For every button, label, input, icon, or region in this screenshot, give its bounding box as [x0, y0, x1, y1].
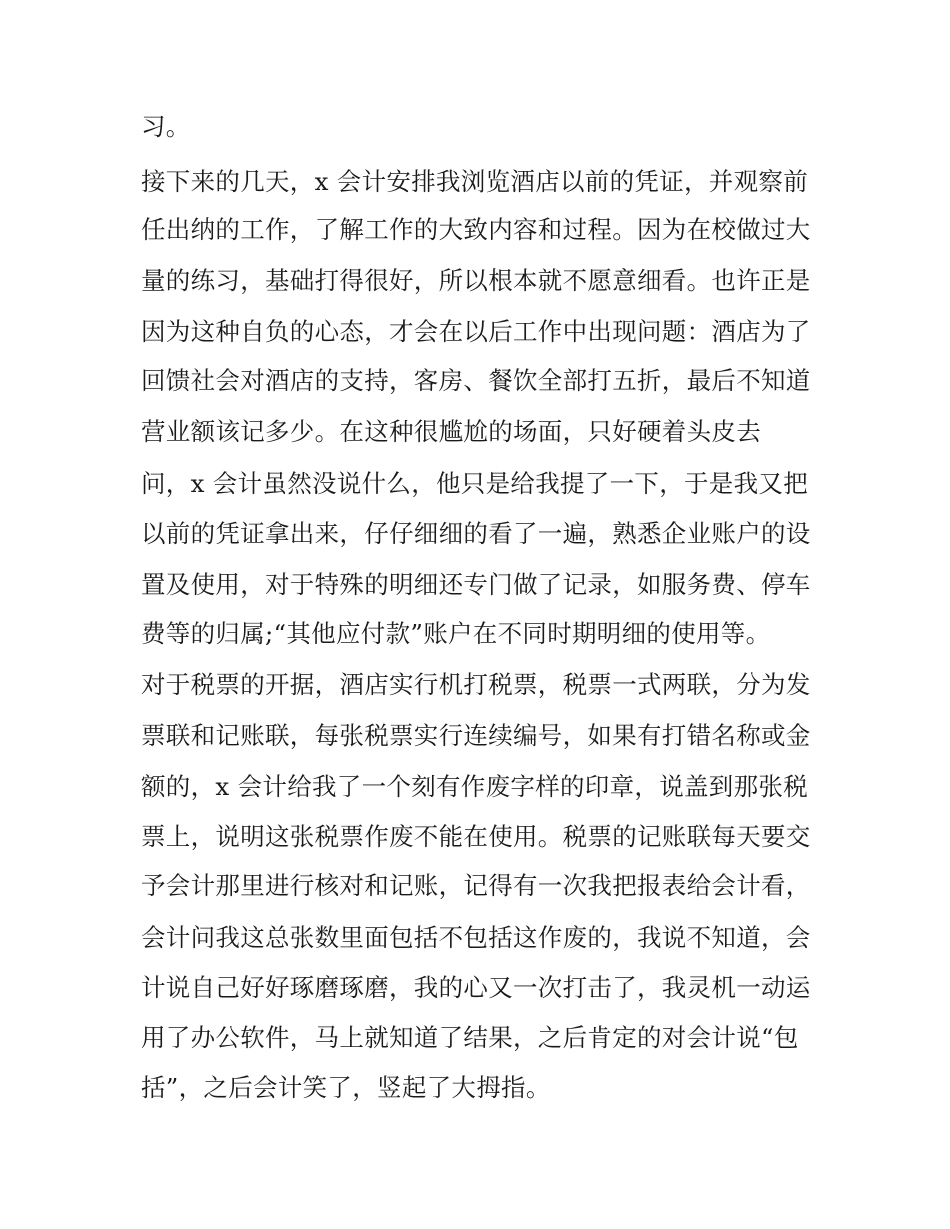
text-line: 以前的凭证拿出来，仔仔细细的看了一遍，熟悉企业账户的设 — [141, 519, 811, 548]
text-line: 费等的归属;“其他应付款”账户在不同时期明细的使用等。 — [141, 619, 771, 648]
text-line: 额的，x 会计给我了一个刻有作废字样的印章，说盖到那张税 — [141, 772, 809, 801]
text-line: 因为这种自负的心态，才会在以后工作中出现问题：酒店为了 — [141, 317, 811, 346]
text-line: 习。 — [141, 112, 191, 141]
text-line: 票联和记账联，每张税票实行连续编号，如果有打错名称或金 — [141, 721, 811, 750]
text-line: 括”，之后会计笑了，竖起了大拇指。 — [141, 1073, 551, 1102]
text-line: 会计问我这总张数里面包括不包括这作废的，我说不知道，会 — [141, 923, 811, 952]
text-line: 计说自己好好琢磨琢磨，我的心又一次打击了，我灵机一动运 — [141, 973, 811, 1002]
text-line: 量的练习，基础打得很好，所以根本就不愿意细看。也许正是 — [141, 266, 811, 295]
text-line: 回馈社会对酒店的支持，客房、餐饮全部打五折，最后不知道 — [141, 366, 811, 395]
text-line: 问，x 会计虽然没说什么，他只是给我提了一下，于是我又把 — [141, 469, 809, 498]
text-line: 营业额该记多少。在这种很尴尬的场面，只好硬着头皮去 — [141, 417, 761, 446]
text-line: 票上，说明这张税票作废不能在使用。税票的记账联每天要交 — [141, 822, 811, 851]
text-line: 用了办公软件，马上就知道了结果，之后肯定的对会计说“包 — [141, 1023, 799, 1052]
text-line: 接下来的几天，x 会计安排我浏览酒店以前的凭证，并观察前 — [141, 167, 809, 196]
text-line: 对于税票的开据，酒店实行机打税票，税票一式两联，分为发 — [141, 670, 811, 699]
text-line: 置及使用，对于特殊的明细还专门做了记录，如服务费、停车 — [141, 570, 811, 599]
text-line: 任出纳的工作，了解工作的大致内容和过程。因为在校做过大 — [141, 215, 811, 244]
text-line: 予会计那里进行核对和记账，记得有一次我把报表给会计看， — [141, 871, 811, 900]
